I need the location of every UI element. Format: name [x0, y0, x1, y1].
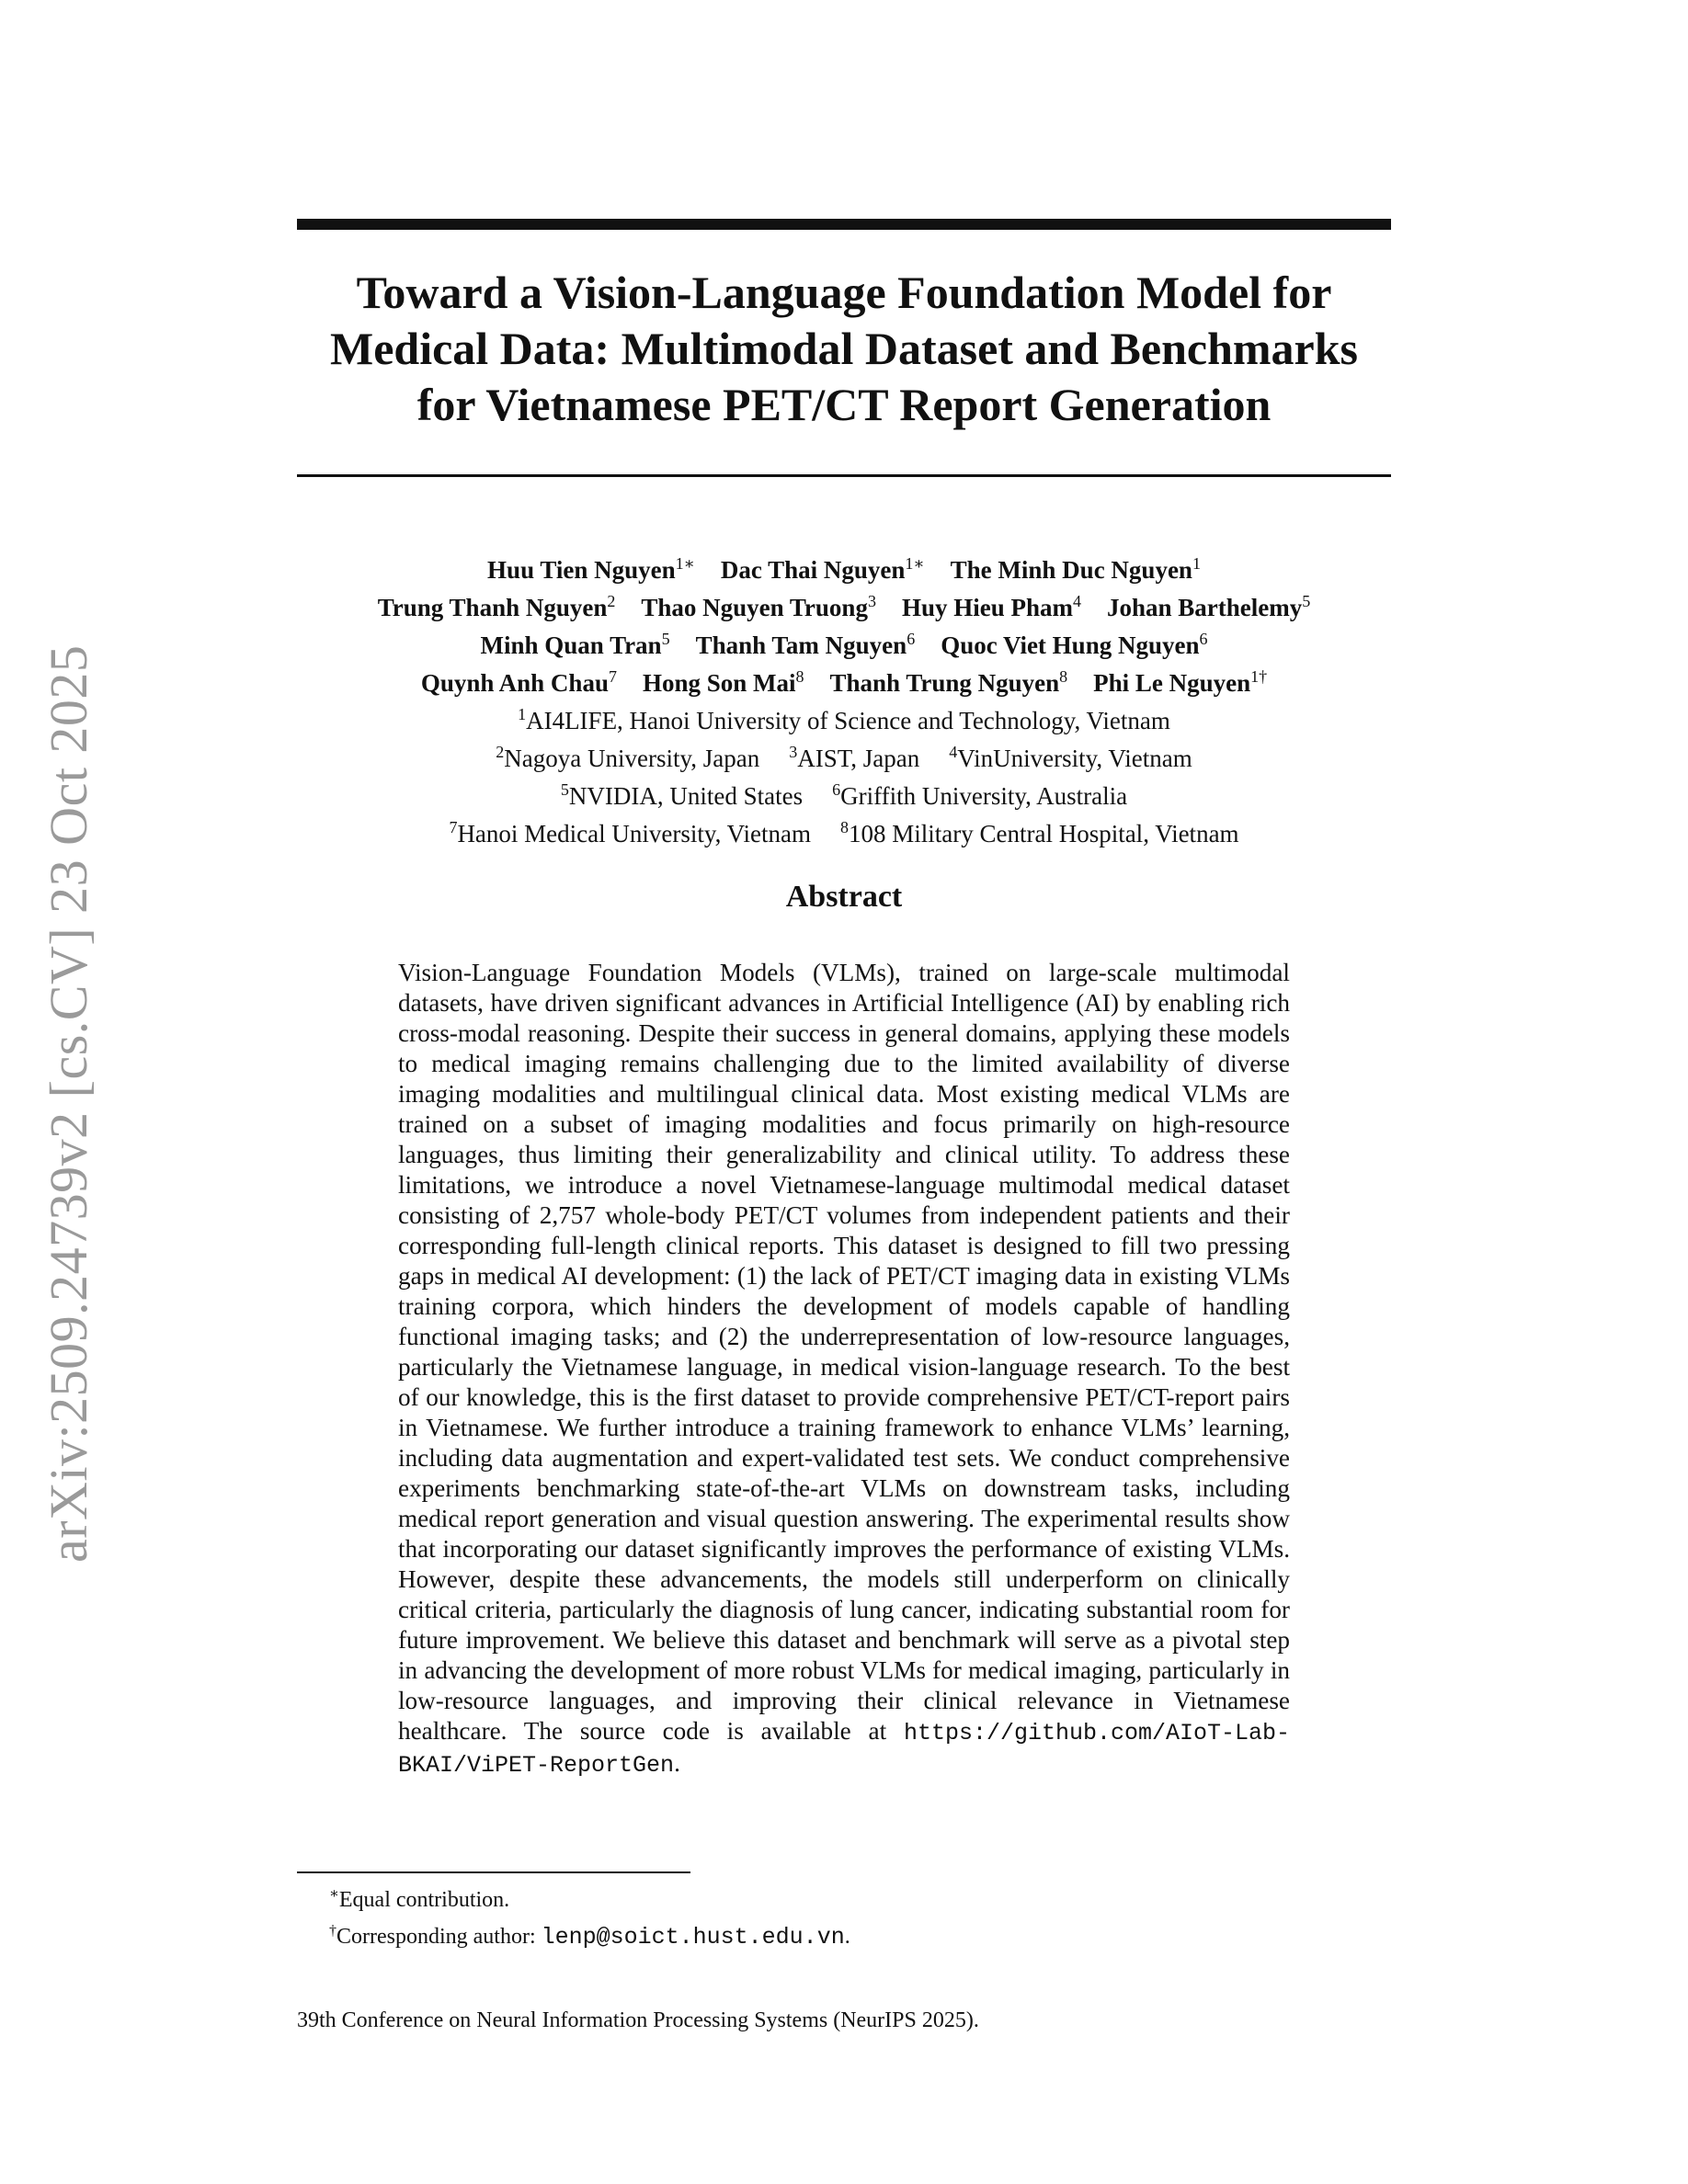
title-line: for Vietnamese PET/CT Report Generation	[416, 379, 1272, 430]
footnote-equal-contribution: ∗Equal contribution.	[329, 1886, 510, 1912]
title-line: Toward a Vision-Language Foundation Model for	[356, 267, 1332, 318]
footnote-corresponding-author: †Corresponding author: lenp@soict.hust.edu.vn.	[329, 1923, 850, 1951]
author: Huy Hieu Pham$^4$	[901, 592, 1081, 621]
author-line	[297, 586, 1391, 623]
source-code-link[interactable]: https://github.com/AIoT-Lab-BKAI/ViPET-ReportGen	[398, 1720, 1291, 1779]
affiliation-line	[297, 699, 1391, 736]
author-line	[297, 661, 1391, 699]
title-top-rule	[297, 219, 1391, 230]
author-line	[297, 623, 1391, 661]
author: Thao Nguyen Truong$^3$	[641, 592, 876, 621]
author: Johan Barthelemy$^5$	[1106, 592, 1311, 621]
title-line: Medical Data: Multimodal Dataset and Benchmarks	[330, 323, 1358, 374]
author: Huu Tien Nguyen$^{1∗}$	[487, 554, 695, 584]
affiliation-line	[297, 736, 1391, 774]
author: Quoc Viet Hung Nguyen$^6$	[941, 630, 1208, 659]
affiliation: $^5$NVIDIA, United States	[560, 780, 804, 810]
author: Quynh Anh Chau$^7$	[420, 667, 617, 697]
author: The Minh Duc Nguyen$^1$	[950, 554, 1201, 584]
footnote-rule	[297, 1871, 690, 1873]
footnotes	[329, 1879, 850, 1953]
affiliation: $^7$Hanoi Medical University, Vietnam	[449, 818, 811, 847]
abstract-text: Vision-Language Foundation Models (VLMs), trained on large-scale multimodal datasets, have driven significant advances in Artificial Intelligence (AI) by enabling rich cross-modal reasoning. Despite their success in general domains, applying these models to medical imaging remains challenging due to the limited availability of diverse imaging modalities and multilingual clinical data. Most existing medical VLMs are trained on a subset of imaging modalities and focus primarily on high-resource languages, thus limiting their generalizability and clinical utility. To address these limitations, we introduce a novel Vietnamese-language multimodal medical dataset consisting of 2,757 whole-body PET/CT volumes from independent patients and their corresponding full-length clinical reports. This dataset is designed to fill two pressing gaps in medical AI development: (1) the lack of PET/CT imaging data in existing VLMs training corpora, which hinders the development of models capable of handling functional imaging tasks; and (2) the underrepresentation of low-resource languages, particularly the Vietnamese language, in medical vision-language research. To the best of our knowledge, this is the first dataset to provide comprehensive PET/CT-report pairs in Vietnamese. We further introduce a training framework to enhance VLMs’ learning, including data augmentation and expert-validated test sets. We conduct comprehensive experiments benchmarking state-of-the-art VLMs on downstream tasks, including medical report generation and visual question answering. The experimental results show that incorporating our dataset significantly improves the performance of existing VLMs. However, despite these advancements, the models still underperform on clinically critical criteria, particularly the diagnosis of lung cancer, indicating substantial room for future improvement. We believe this dataset and benchmark will serve as a pivotal step in advancing the development of more robust VLMs for medical imaging, particularly in low-resource languages, and improving their clinical relevance in Vietnamese healthcare. The source code is available at	[398, 959, 1290, 1745]
author: Phi Le Nguyen$^{1\dagger}$	[1093, 667, 1268, 697]
arxiv-identifier-stamp: arXiv:2509.24739v2 [cs.CV] 23 Oct 2025	[39, 644, 98, 1563]
abstract-body: Vision-Language Foundation Models (VLMs), trained on large-scale multimodal datasets, have driven significant advances in Artificial Intelligence (AI) by enabling rich cross-modal reasoning. Despite their success in general domains, applying these models to medical imaging remains challenging due to the limited availability of diverse imaging modalities and multilingual clinical data. Most existing medical VLMs are trained on a subset of imaging modalities and focus primarily on high-resource languages, thus limiting their generalizability and clinical utility. To address these limitations, we introduce a novel Vietnamese-language multimodal medical dataset consisting of 2,757 whole-body PET/CT volumes from independent patients and their corresponding full-length clinical reports. This dataset is designed to fill two pressing gaps in medical AI development: (1) the lack of PET/CT imaging data in existing VLMs training corpora, which hinders the development of models capable of handling functional imaging tasks; and (2) the underrepresentation of low-resource languages, particularly the Vietnamese language, in medical vision-language research. To the best of our knowledge, this is the first dataset to provide comprehensive PET/CT-report pairs in Vietnamese. We further introduce a training framework to enhance VLMs’ learning, including data augmentation and expert-validated test sets. We conduct comprehensive experiments benchmarking state-of-the-art VLMs on downstream tasks, including medical report generation and visual question answering. The experimental results show that incorporating our dataset significantly improves the performance of existing VLMs. However, despite these advancements, the models still underperform on clinically critical criteria, particularly the diagnosis of lung cancer, indicating substantial room for future improvement. We believe this dataset and benchmark will serve as a pivotal step in advancing the development of more robust VLMs for medical imaging, particularly in low-resource languages, and improving their clinical relevance in Vietnamese healthcare. The source code is available at https://github.com/AIoT-Lab-BKAI/ViPET-ReportGen.	[398, 959, 1291, 1779]
author: Trung Thanh Nguyen$^2$	[377, 592, 616, 621]
conference-footer: 39th Conference on Neural Information Processing Systems (NeurIPS 2025).	[297, 2008, 979, 2032]
author-line	[297, 548, 1391, 586]
corresponding-email[interactable]: lenp@soict.hust.edu.vn	[541, 1924, 845, 1951]
abstract-heading: Abstract	[785, 880, 903, 914]
author: Thanh Tam Nguyen$^6$	[695, 630, 916, 659]
affiliation: $^1$AI4LIFE, Hanoi University of Science and Technology, Vietnam	[518, 705, 1170, 734]
title-bottom-rule	[297, 474, 1391, 477]
author: Minh Quan Tran$^5$	[480, 630, 670, 659]
affiliation: $^4$VinUniversity, Vietnam	[949, 743, 1192, 772]
author: Dac Thai Nguyen$^{1∗}$	[720, 554, 925, 584]
affiliation: $^3$AIST, Japan	[789, 743, 920, 772]
affiliation: $^8$108 Military Central Hospital, Vietnam	[839, 818, 1239, 847]
author: Hong Son Mai$^8$	[642, 667, 804, 697]
affiliation-line	[297, 774, 1391, 812]
author: Thanh Trung Nguyen$^8$	[829, 667, 1068, 697]
affiliation-line	[297, 812, 1391, 849]
paper-title	[297, 265, 1391, 433]
affiliation: $^6$Griffith University, Australia	[832, 780, 1128, 810]
affiliation: $^2$Nagoya University, Japan	[496, 743, 760, 772]
author-block	[297, 548, 1391, 849]
